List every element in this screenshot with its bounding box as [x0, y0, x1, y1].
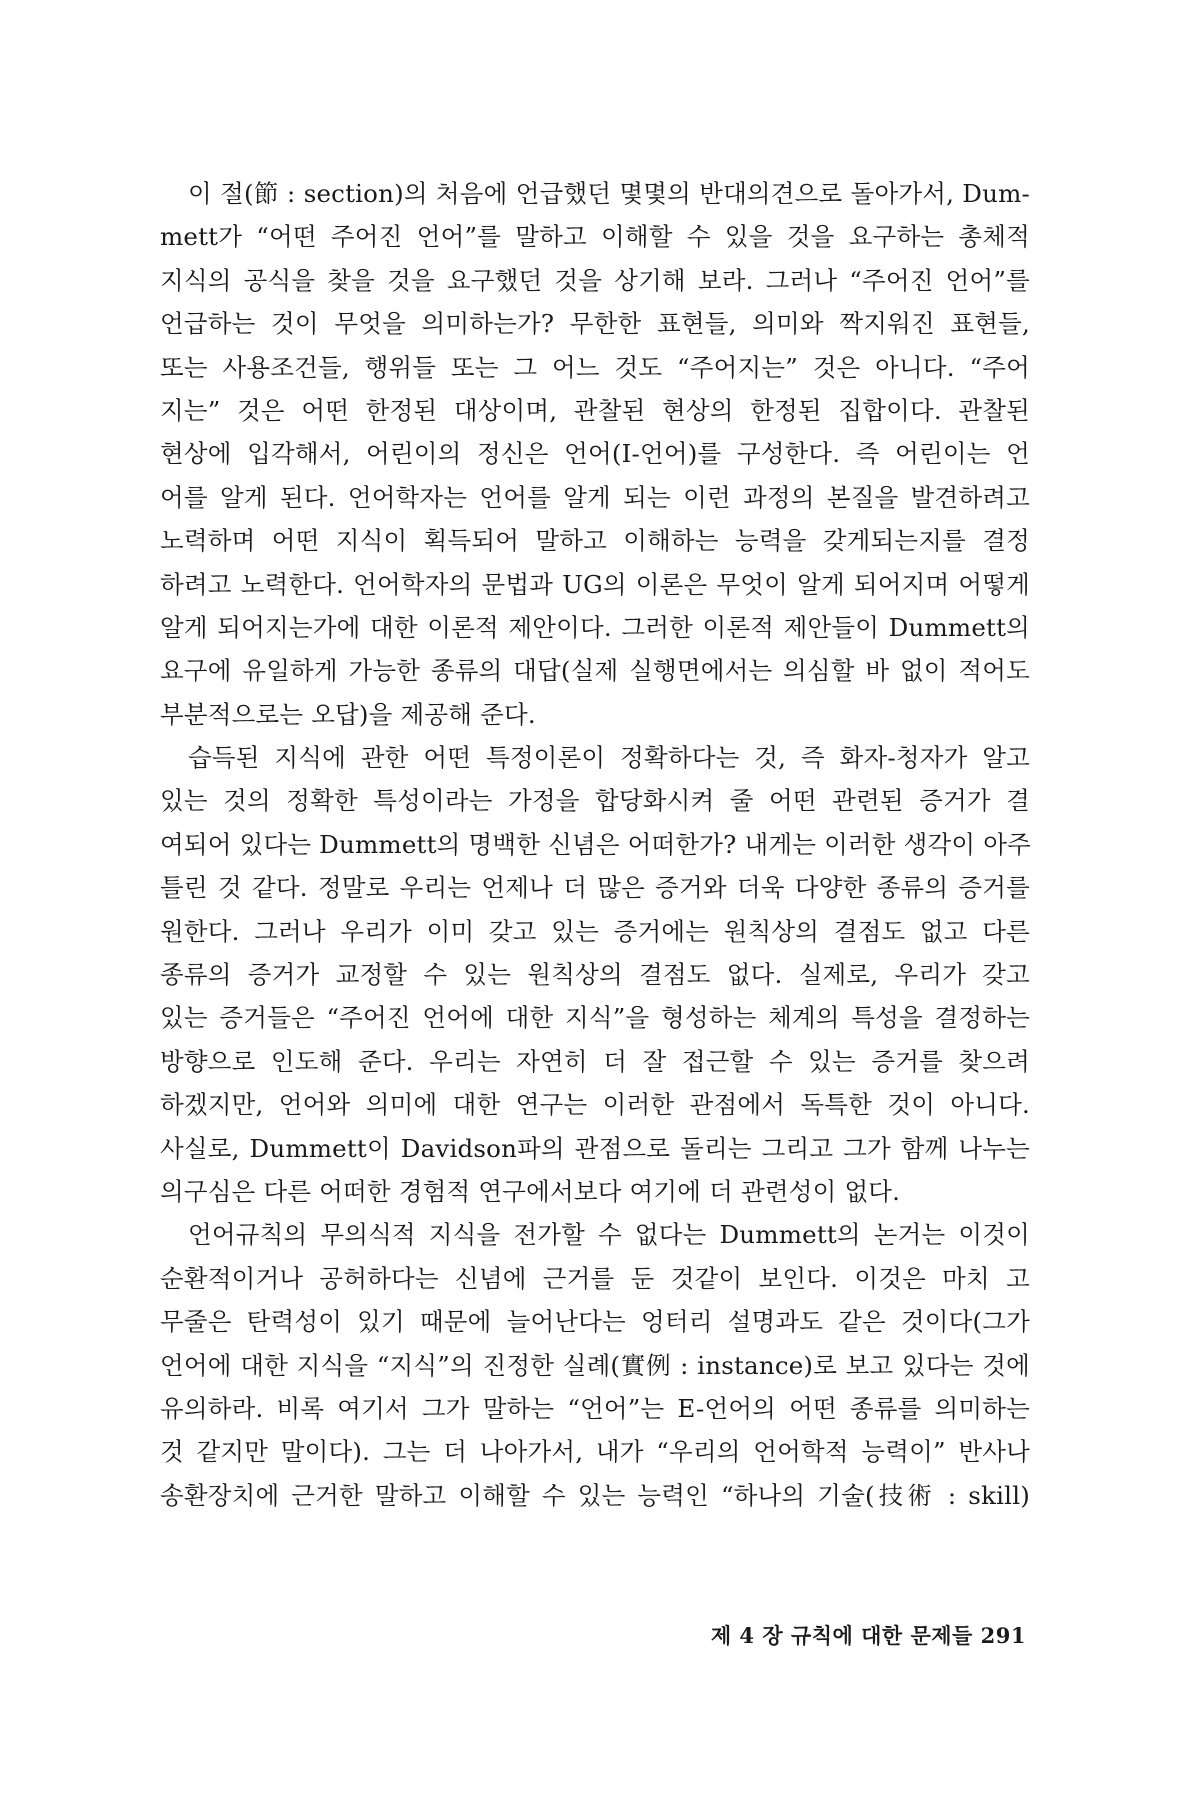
running-footer: 제 4 장 규칙에 대한 문제들 291 — [710, 1623, 1026, 1648]
text-line: 어를 알게 된다. 언어학자는 언어를 알게 되는 이런 과정의 본질을 발견하려고 — [160, 482, 1030, 512]
text-line: 알게 되어지는가에 대한 이론적 제안이다. 그러한 이론적 제안들이 Dummett의 — [160, 612, 1030, 642]
text-line: 사실로, Dummett이 Davidson파의 관점으로 돌리는 그리고 그가 함께 나누는 — [160, 1133, 1030, 1163]
text-line: 하려고 노력한다. 언어학자의 문법과 UG의 이론은 무엇이 알게 되어지며 어떻게 — [160, 569, 1030, 599]
text-line: 언급하는 것이 무엇을 의미하는가? 무한한 표현들, 의미와 짝지워진 표현들, — [160, 309, 1030, 339]
text-line: 부분적으로는 오답)을 제공해 준다. — [160, 699, 536, 729]
text-line: 있는 증거들은 “주어진 언어에 대한 지식”을 형성하는 체계의 특성을 결정하는 — [160, 1003, 1030, 1033]
text-line: 습득된 지식에 관한 어떤 특정이론이 정확하다는 것, 즉 화자-청자가 알고 — [188, 743, 1030, 773]
text-line: 의구심은 다른 어떠한 경험적 연구에서보다 여기에 더 관련성이 없다. — [160, 1176, 901, 1206]
text-line: 이 절(節 : section)의 처음에 언급했던 몇몇의 반대의견으로 돌아가서, Dum- — [188, 179, 1030, 208]
text-line: 노력하며 어떤 지식이 획득되어 말하고 이해하는 능력을 갖게되는지를 결정 — [160, 526, 1030, 556]
text-line: 하겠지만, 언어와 의미에 대한 연구는 이러한 관점에서 독특한 것이 아니다. — [160, 1090, 1030, 1120]
text-line: 언어에 대한 지식을 “지식”의 진정한 실례(實例 : instance)로 보고 있다는 것에 — [160, 1350, 1030, 1380]
text-line: 것 같지만 말이다). 그는 더 나아가서, 내가 “우리의 언어학적 능력이” 반사나 — [160, 1437, 1030, 1467]
body-text — [160, 172, 1030, 1517]
text-line: 언어규칙의 무의식적 지식을 전가할 수 없다는 Dummett의 논거는 이것이 — [188, 1220, 1030, 1250]
text-line: 현상에 입각해서, 어린이의 정신은 언어(I-언어)를 구성한다. 즉 어린이는 언 — [160, 439, 1030, 469]
text-line: mett가 “어떤 주어진 언어”를 말하고 이해할 수 있을 것을 요구하는 총체적 — [160, 222, 1030, 252]
text-line: 지식의 공식을 찾을 것을 요구했던 것을 상기해 보라. 그러나 “주어진 언어”를 — [160, 265, 1030, 295]
text-line: 여되어 있다는 Dummett의 명백한 신념은 어떠한가? 내게는 이러한 생각이 아주 — [160, 829, 1031, 859]
text-line: 방향으로 인도해 준다. 우리는 자연히 더 잘 접근할 수 있는 증거를 찾으려 — [160, 1046, 1030, 1076]
text-line: 또는 사용조건들, 행위들 또는 그 어느 것도 “주어지는” 것은 아니다. “주어 — [160, 352, 1030, 382]
text-line: 종류의 증거가 교정할 수 있는 원칙상의 결점도 없다. 실제로, 우리가 갖고 — [160, 960, 1030, 990]
text-line: 지는” 것은 어떤 한정된 대상이며, 관찰된 현상의 한정된 집합이다. 관찰된 — [160, 395, 1030, 425]
text-line: 있는 것의 정확한 특성이라는 가정을 합당화시켜 줄 어떤 관련된 증거가 결 — [160, 786, 1030, 816]
text-line: 요구에 유일하게 가능한 종류의 대답(실제 실행면에서는 의심할 바 없이 적어도 — [160, 656, 1030, 686]
text-line: 송환장치에 근거한 말하고 이해할 수 있는 능력인 “하나의 기술(技術 : skill) — [160, 1480, 1030, 1510]
text-line: 유의하라. 비록 여기서 그가 말하는 “언어”는 E-언어의 어떤 종류를 의미하는 — [160, 1393, 1030, 1423]
text-line: 순환적이거나 공허하다는 신념에 근거를 둔 것같이 보인다. 이것은 마치 고 — [160, 1263, 1030, 1293]
text-line: 틀린 것 같다. 정말로 우리는 언제나 더 많은 증거와 더욱 다양한 종류의 증거를 — [160, 873, 1030, 903]
text-line: 원한다. 그러나 우리가 이미 갖고 있는 증거에는 원칙상의 결점도 없고 다른 — [160, 916, 1030, 946]
text-line: 무줄은 탄력성이 있기 때문에 늘어난다는 엉터리 설명과도 같은 것이다(그가 — [160, 1307, 1030, 1337]
